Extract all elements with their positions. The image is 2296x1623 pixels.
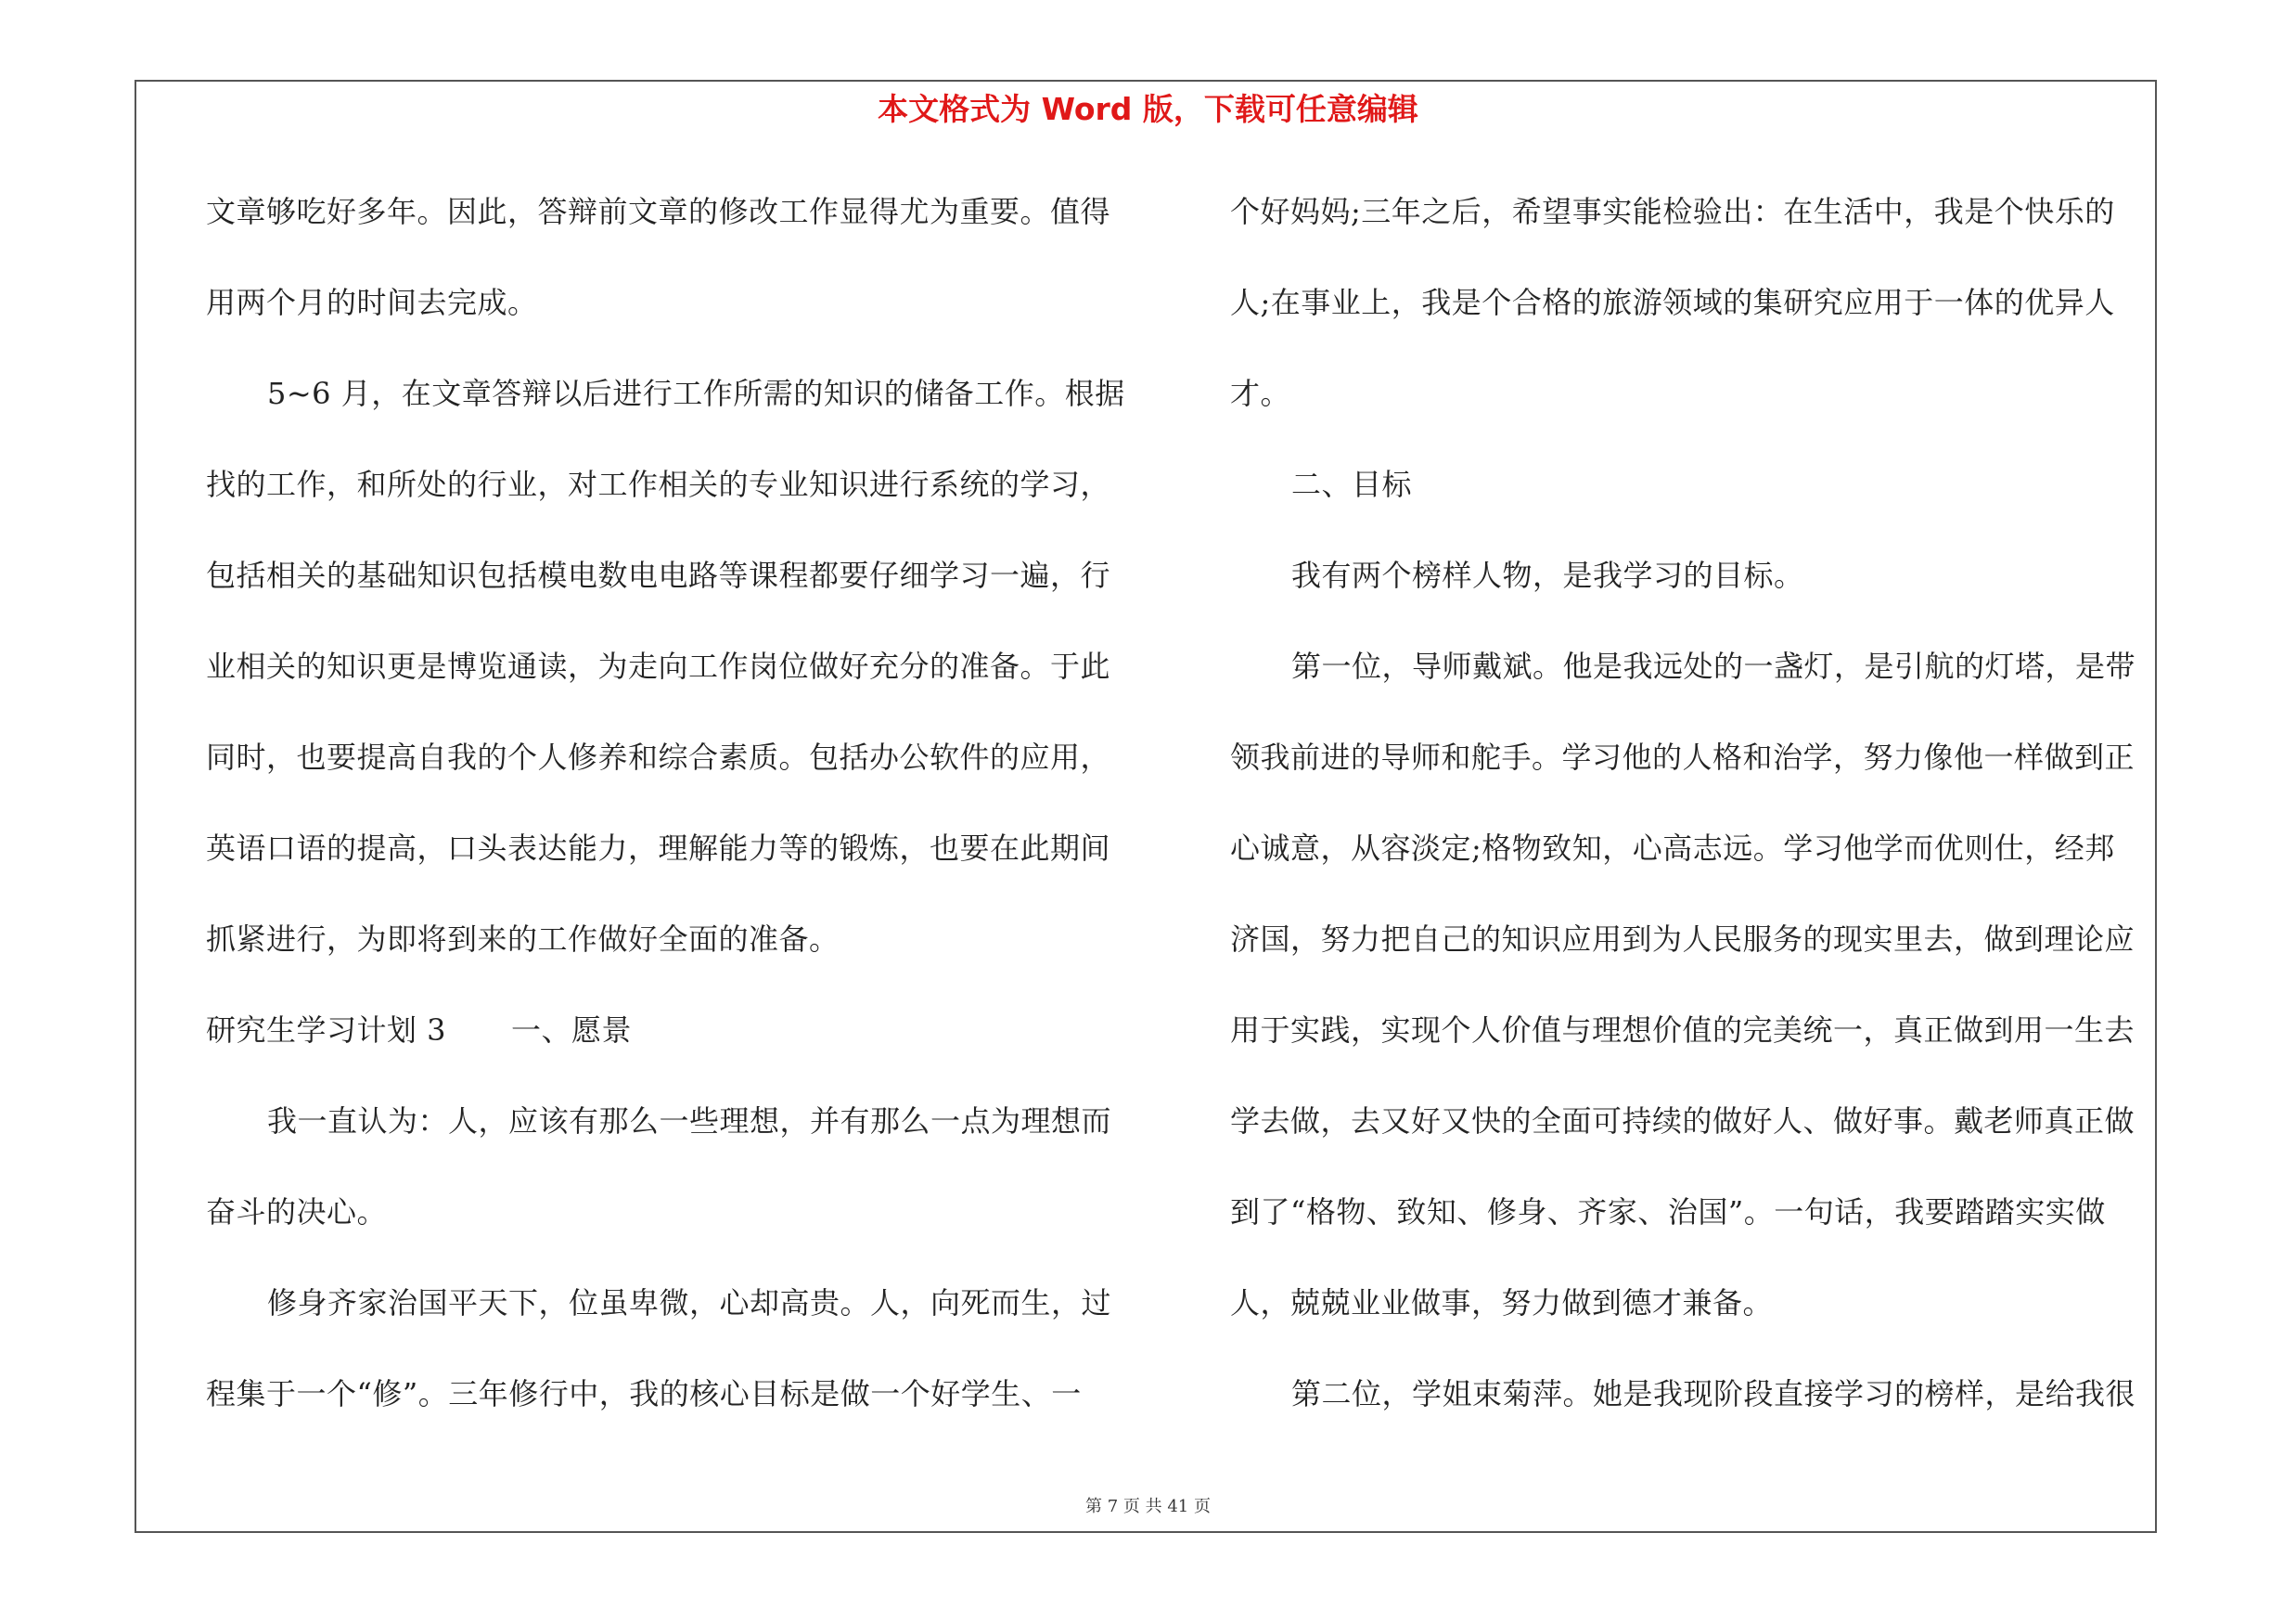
section-heading-line [206,1002,1134,1093]
text-line: 文章够吃好多年。因此，答辩前文章的修改工作显得尤为重要。值得 [206,194,1111,229]
text-line: 人;在事业上，我是个合格的旅游领域的集研究应用于一体的优异人 [1230,285,2115,320]
text-line: 到了“格物、致知、修身、齐家、治国”。一句话，我要踏踏实实做 [1230,1194,2106,1230]
subsection-heading: 二、目标 [1291,467,1413,502]
text-line: 人，兢兢业业做事，努力做到德才兼备。 [1230,1285,1774,1320]
text-line: 5~6 月，在文章答辩以后进行工作所需的知识的储备工作。根据 [267,376,1125,411]
text-line: 济国，努力把自己的知识应用到为人民服务的现实里去，做到理论应 [1230,921,2136,957]
page-number: 第 7 页 共 41 页 [1085,1497,1211,1516]
text-line: 修身齐家治国平天下，位虽卑微，心却高贵。人，向死而生，过 [267,1285,1112,1320]
text-line: 业相关的知识更是博览通读，为走向工作岗位做好充分的准备。于此 [206,649,1111,684]
text-line: 领我前进的导师和舵手。学习他的人格和治学，努力像他一样做到正 [1230,740,2136,775]
text-line: 奋斗的决心。 [206,1194,388,1230]
text-line: 才。 [1230,376,1291,411]
section-title: 研究生学习计划 3 [206,1012,447,1048]
text-line: 第二位，学姐束菊萍。她是我现阶段直接学习的榜样，是给我很 [1291,1376,2136,1411]
text-line: 学去做，去又好又快的全面可持续的做好人、做好事。戴老师真正做 [1230,1103,2136,1139]
subsection-heading: 一、愿景 [511,1012,633,1048]
text-line: 我一直认为：人，应该有那么一些理想，并有那么一点为理想而 [267,1103,1112,1139]
header-banner: 本文格式为 Word 版，下载可任意编辑 [878,91,1418,127]
text-line: 程集于一个“修”。三年修行中，我的核心目标是做一个好学生、一 [206,1376,1082,1411]
left-column [206,184,1134,1457]
text-line: 用于实践，实现个人价值与理想价值的完美统一，真正做到用一生去 [1230,1012,2136,1048]
text-line: 英语口语的提高，口头表达能力，理解能力等的锻炼，也要在此期间 [206,831,1111,866]
text-line: 抓紧进行，为即将到来的工作做好全面的准备。 [206,921,840,957]
text-line: 同时，也要提高自我的个人修养和综合素质。包括办公软件的应用， [206,740,1111,775]
right-column [1230,184,2158,1457]
text-line: 第一位，导师戴斌。他是我远处的一盏灯，是引航的灯塔，是带 [1291,649,2136,684]
text-line: 个好妈妈;三年之后，希望事实能检验出：在生活中，我是个快乐的 [1230,194,2115,229]
text-line: 包括相关的基础知识包括模电数电电路等课程都要仔细学习一遍，行 [206,558,1111,593]
text-line: 我有两个榜样人物，是我学习的目标。 [1291,558,1804,593]
text-line: 用两个月的时间去完成。 [206,285,538,320]
text-line: 找的工作，和所处的行业，对工作相关的专业知识进行系统的学习， [206,467,1111,502]
text-line: 心诚意，从容淡定;格物致知，心高志远。学习他学而优则仕，经邦 [1230,831,2115,866]
